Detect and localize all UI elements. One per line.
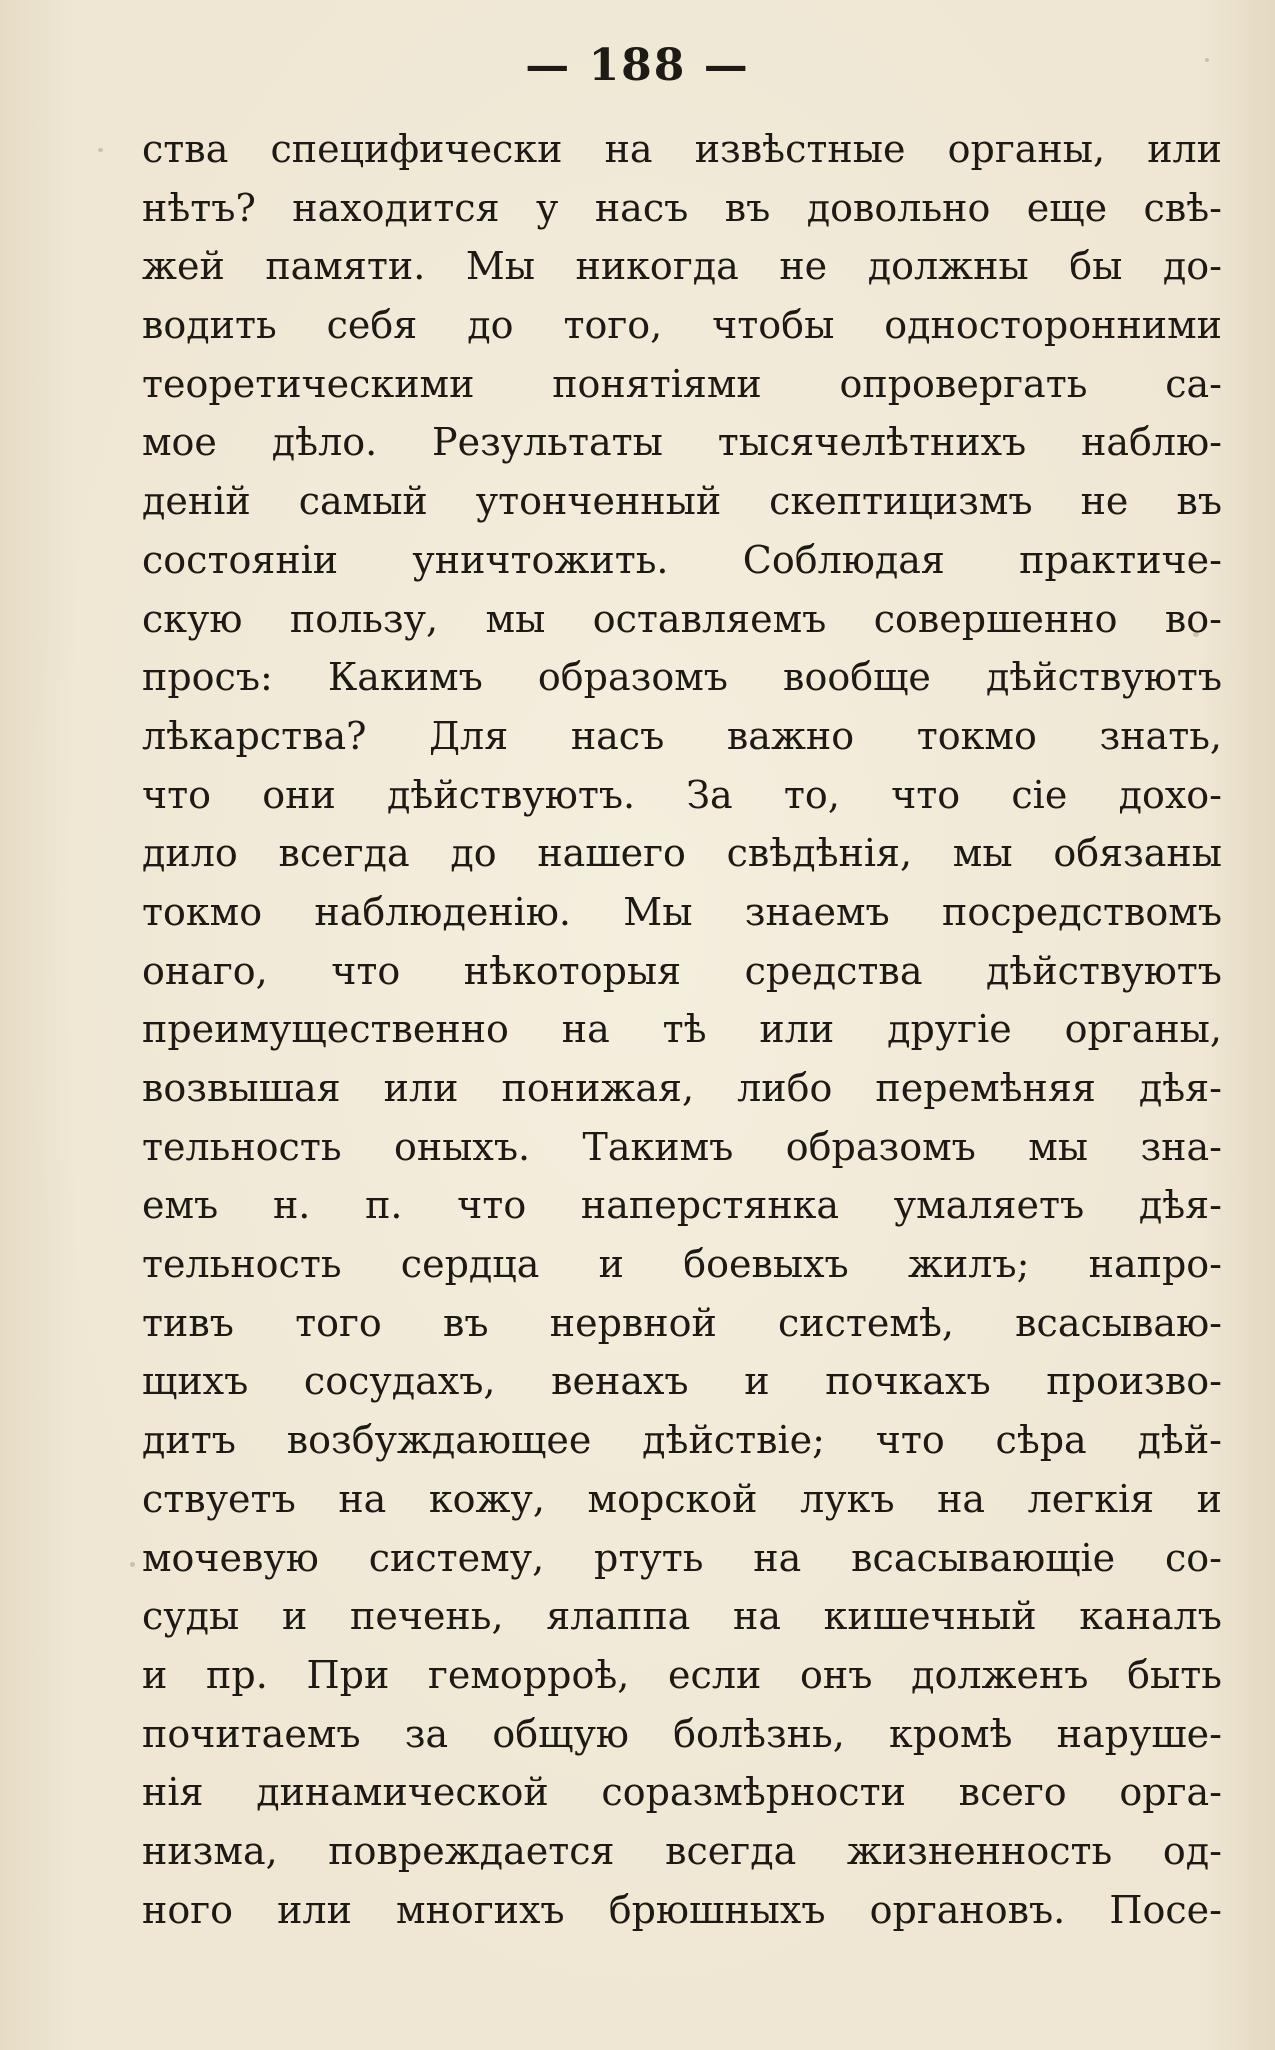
text-line: ства специфически на извѣстные органы, или (142, 127, 1222, 171)
text-line: нѣтъ? находится у насъ въ довольно еще свѣ- (142, 185, 1222, 230)
text-line: просъ: Какимъ образомъ вообще дѣйствуютъ (142, 655, 1222, 700)
text-line: лѣкарства? Для насъ важно токмо знать, (142, 713, 1222, 758)
text-line: водить себя до того, чтобы односторонними (142, 303, 1222, 348)
text-line: преимущественно на тѣ или другіе органы, (142, 1007, 1222, 1052)
text-line: теоретическими понятіями опровергать са- (142, 361, 1222, 406)
text-line: тельность сердца и боевыхъ жилъ; напро- (142, 1242, 1222, 1287)
text-line: и пр. При геморроѣ, если онъ долженъ быть (142, 1652, 1222, 1697)
text-line: мое дѣло. Результаты тысячелѣтнихъ наблю- (142, 420, 1222, 465)
text-line: дило всегда до нашего свѣдѣнія, мы обязаны (142, 831, 1222, 876)
paper-speck (98, 148, 103, 152)
text-line: низма, повреждается всегда жизненность од- (142, 1828, 1222, 1873)
text-line: мочевую систему, ртуть на всасывающіе со- (142, 1535, 1222, 1580)
text-line: жей памяти. Мы никогда не должны бы до- (142, 244, 1222, 289)
text-line: ного или многихъ брюшныхъ органовъ. Посе- (142, 1887, 1222, 1932)
text-line: возвышая или понижая, либо перемѣняя дѣя- (142, 1066, 1222, 1110)
text-line: онаго, что нѣкоторыя средства дѣйствуютъ (142, 948, 1222, 993)
page-number: — 188 — (525, 40, 750, 91)
text-line: состояніи уничтожить. Соблюдая практиче- (142, 537, 1222, 582)
paper-speck (130, 1562, 135, 1567)
text-line: скую пользу, мы оставляемъ совершенно во- (142, 596, 1222, 641)
body-text (142, 120, 1222, 1939)
text-line: ствуетъ на кожу, морской лукъ на легкія и (142, 1476, 1222, 1521)
text-line: дитъ возбуждающее дѣйствіе; что сѣра дѣй- (142, 1418, 1222, 1463)
text-line: почитаемъ за общую болѣзнь, кромѣ наруше- (142, 1711, 1222, 1756)
text-line: щихъ сосудахъ, венахъ и почкахъ произво- (142, 1359, 1222, 1404)
text-line: тельность оныхъ. Такимъ образомъ мы зна- (142, 1124, 1222, 1169)
text-line: емъ н. п. что наперстянка умаляетъ дѣя- (142, 1183, 1222, 1228)
text-line: токмо наблюденію. Мы знаемъ посредствомъ (142, 889, 1222, 934)
text-line: тивъ того въ нервной системѣ, всасываю- (142, 1300, 1222, 1345)
text-line: что они дѣйствуютъ. За то, что сіе дохо- (142, 772, 1222, 817)
text-line: суды и печень, ялаппа на кишечный каналъ (142, 1594, 1222, 1639)
text-line: деній самый утонченный скептицизмъ не въ (142, 479, 1222, 524)
text-line: нія динамической соразмѣрности всего орга- (142, 1770, 1222, 1815)
